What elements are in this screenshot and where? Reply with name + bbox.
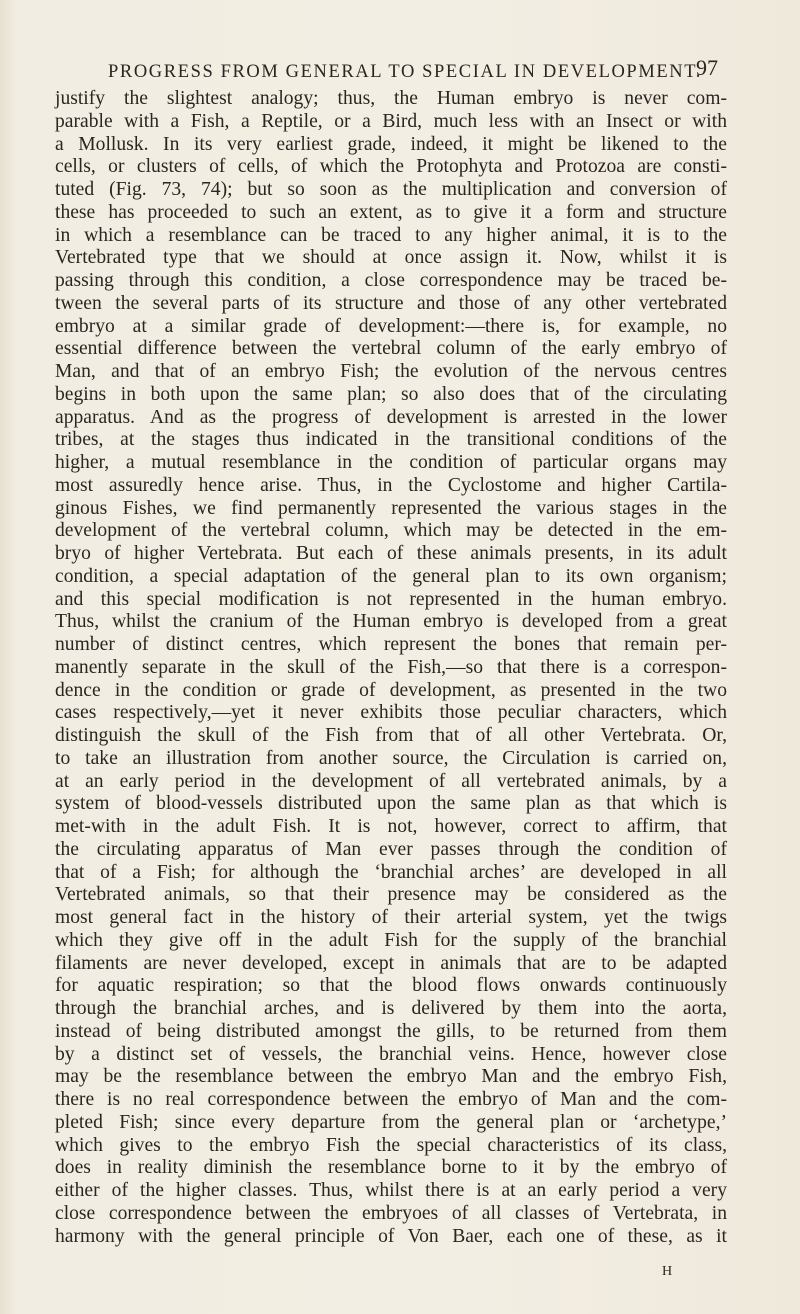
text-line: cells, or clusters of cells, of which the Protophyta and Protozoa are consti- (55, 156, 727, 178)
text-line: at an early period in the development of all vertebrated animals, by a (55, 770, 727, 792)
text-line: passing through this condition, a close correspondence may be traced be- (55, 270, 727, 291)
text-line: the circulating apparatus of Man ever passes through the condition of (55, 838, 727, 860)
text-line: there is no real correspondence between the embryo of Man and the com- (55, 1089, 727, 1110)
text-line: in which a resemblance can be traced to any higher animal, it is to the (55, 224, 727, 246)
text-line: that of a Fish; for although the ‘branchial arches’ are developed in all (55, 861, 727, 883)
text-line: development of the vertebral column, which may be detected in the em- (55, 520, 727, 542)
text-line: distinguish the skull of the Fish from that of all other Vertebrata. Or, (55, 725, 727, 746)
text-line: tween the several parts of its structure and those of any other vertebrated (55, 292, 727, 314)
text-line: which gives to the embryo Fish the special characteristics of its class, (55, 1134, 727, 1156)
signature-mark: H (662, 1264, 674, 1279)
page-number: 97 (696, 55, 718, 80)
page-header (108, 50, 718, 90)
text-line: these has proceeded to such an extent, as to give it a form and structure (55, 201, 727, 223)
text-line: harmony with the general principle of Von Baer, each one of these, as it (55, 1225, 727, 1247)
text-line: tribes, at the stages thus indicated in the transitional conditions of the (55, 429, 727, 451)
text-line: for aquatic respiration; so that the blood flows onwards continuously (55, 975, 727, 997)
text-line: close correspondence between the embryoes of all classes of Vertebrata, in (55, 1202, 727, 1224)
text-line: number of distinct centres, which represent the bones that remain per- (55, 634, 727, 655)
text-line: manently separate in the skull of the Fish,—so that there is a correspon- (55, 656, 727, 678)
text-line: Man, and that of an embryo Fish; the evolution of the nervous centres (55, 361, 727, 382)
text-line: cases respectively,—yet it never exhibits those peculiar characters, which (55, 702, 727, 724)
text-line: justify the slightest analogy; thus, the Human embryo is never com- (55, 88, 727, 109)
text-line: begins in both upon the same plan; so also does that of the circulating (55, 383, 727, 405)
text-line: instead of being distributed amongst the gills, to be returned from them (55, 1020, 727, 1042)
text-line: bryo of higher Vertebrata. But each of these animals presents, in its adult (55, 543, 727, 564)
text-line: to take an illustration from another source, the Circulation is carried on, (55, 747, 727, 769)
text-line: Vertebrated type that we should at once assign it. Now, whilst it is (55, 247, 727, 269)
text-line: met-with in the adult Fish. It is not, however, correct to affirm, that (55, 816, 727, 837)
text-line: apparatus. And as the progress of development is arrested in the lower (55, 406, 727, 428)
text-line: parable with a Fish, a Reptile, or a Bird, much less with an Insect or with (55, 110, 727, 132)
text-line: condition, a special adaptation of the general plan to its own organism; (55, 565, 727, 587)
text-line: through the branchial arches, and is delivered by them into the aorta, (55, 998, 727, 1019)
text-line: ginous Fishes, we find permanently represented the various stages in the (55, 497, 727, 519)
text-line: pleted Fish; since every departure from the general plan or ‘archetype,’ (55, 1111, 727, 1133)
text-line: essential difference between the vertebral column of the early embryo of (55, 338, 727, 360)
text-line: which they give off in the adult Fish for the supply of the branchial (55, 929, 727, 951)
text-line: higher, a mutual resemblance in the condition of particular organs may (55, 452, 727, 473)
text-line: Thus, whilst the cranium of the Human embryo is developed from a great (55, 611, 727, 633)
text-line: by a distinct set of vessels, the branchial veins. Hence, however close (55, 1043, 727, 1065)
text-line: either of the higher classes. Thus, whilst there is at an early period a very (55, 1180, 727, 1201)
text-line: Vertebrated animals, so that their presence may be considered as the (55, 884, 727, 906)
body-text (55, 88, 727, 1248)
text-line: tuted (Fig. 73, 74); but so soon as the multiplication and conversion of (55, 179, 727, 200)
text-line: most general fact in the history of their arterial system, yet the twigs (55, 907, 727, 928)
text-line: embryo at a similar grade of development:—there is, for example, no (55, 315, 727, 337)
text-line: most assuredly hence arise. Thus, in the Cyclostome and higher Cartila- (55, 474, 727, 496)
text-line: and this special modification is not represented in the human embryo. (55, 588, 727, 610)
text-line: a Mollusk. In its very earliest grade, indeed, it might be likened to the (55, 133, 727, 155)
text-line: does in reality diminish the resemblance borne to it by the embryo of (55, 1157, 727, 1179)
running-head: PROGRESS FROM GENERAL TO SPECIAL IN DEVELOPMENT. (108, 62, 702, 82)
text-line: system of blood-vessels distributed upon the same plan as that which is (55, 793, 727, 815)
text-line: filaments are never developed, except in animals that are to be adapted (55, 952, 727, 974)
text-line: dence in the condition or grade of development, as presented in the two (55, 679, 727, 701)
text-line: may be the resemblance between the embryo Man and the embryo Fish, (55, 1066, 727, 1088)
